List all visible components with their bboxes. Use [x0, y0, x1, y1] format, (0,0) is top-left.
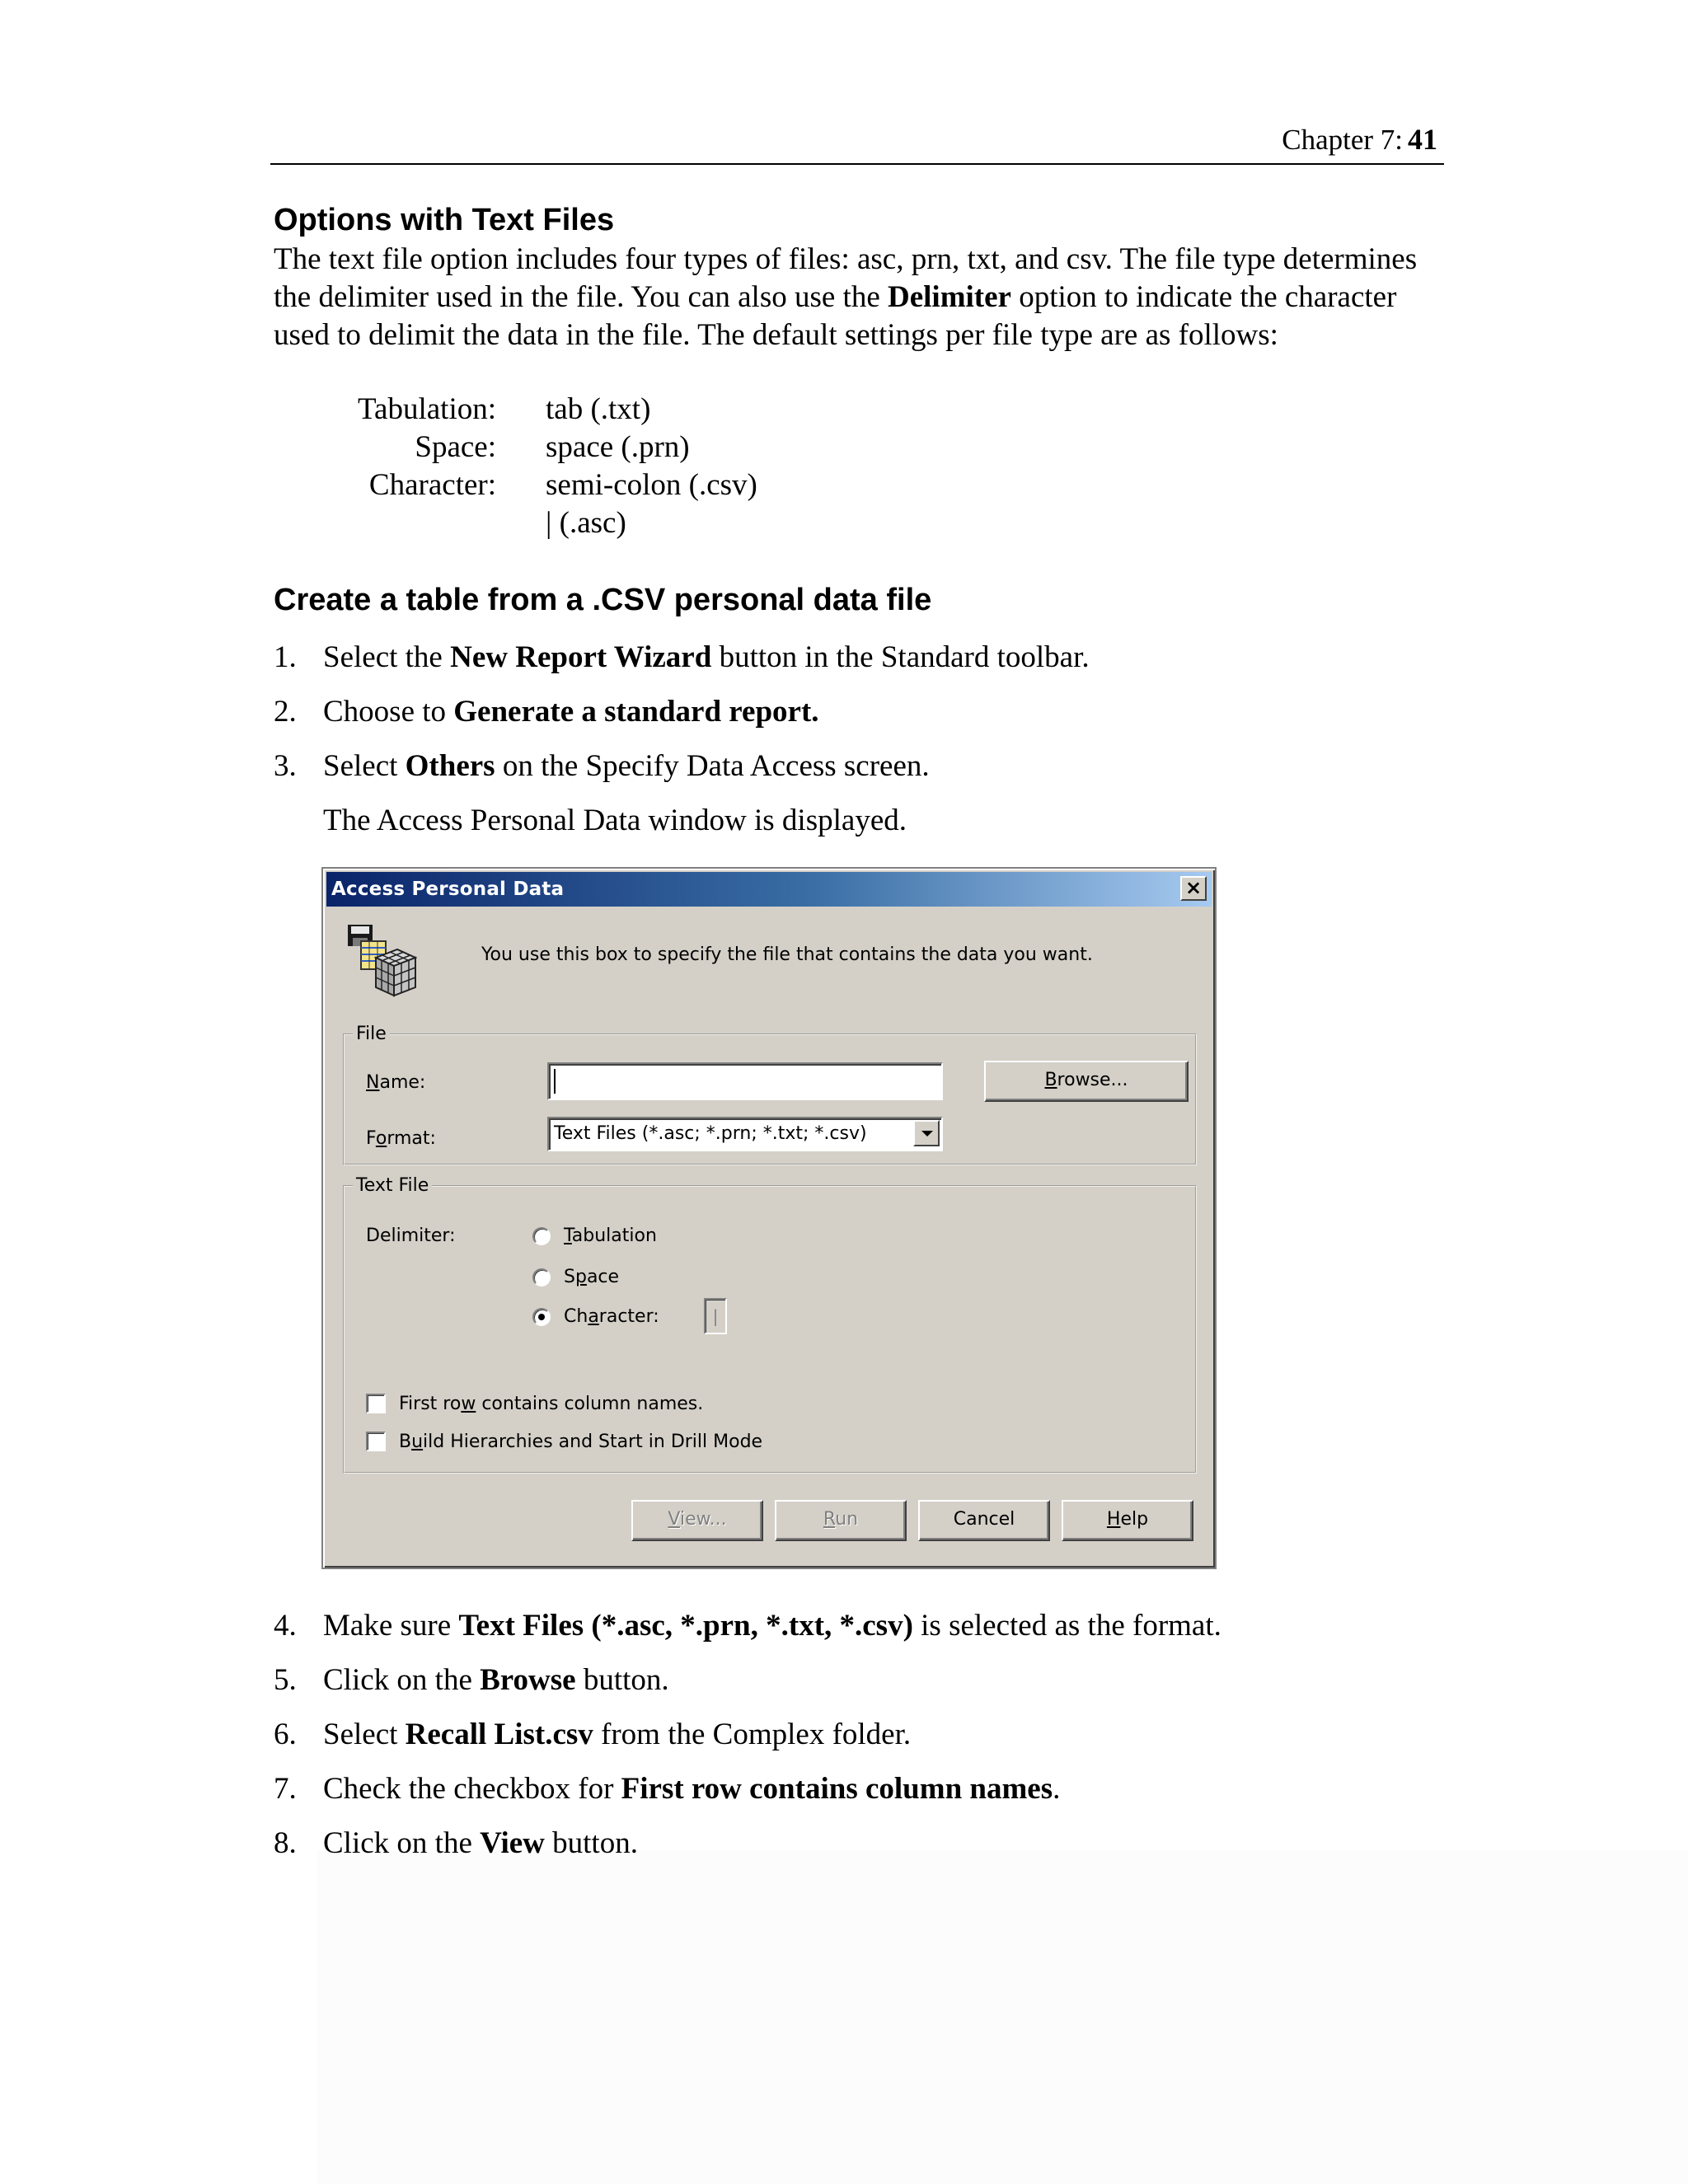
format-select-value: Text Files (*.asc; *.prn; *.txt; *.csv): [554, 1123, 867, 1144]
file-group-legend: File: [356, 1024, 387, 1044]
space-label[interactable]: [564, 1267, 619, 1287]
step-item: [274, 748, 930, 785]
radio-character[interactable]: [532, 1308, 551, 1326]
step-text: Click on the: [323, 1826, 481, 1860]
step-number: 6.: [274, 1718, 297, 1751]
step-text: Select: [323, 749, 406, 783]
format-label-text: rmat:: [387, 1128, 436, 1149]
file-group: [343, 1024, 1197, 1165]
step-text-end: .: [1053, 1772, 1061, 1806]
name-label: [366, 1072, 425, 1093]
run-label: un: [835, 1509, 859, 1530]
format-label-mnemonic: o: [375, 1128, 387, 1149]
browse-mnemonic: B: [1044, 1070, 1057, 1090]
para-bold: Delimiter: [888, 280, 1011, 314]
view-button[interactable]: [631, 1500, 763, 1541]
step-number: 1.: [274, 640, 297, 674]
defaults-value: semi-colon (.csv): [546, 468, 757, 502]
space-mnemonic: p: [574, 1267, 587, 1287]
defaults-value: space (.prn): [546, 430, 690, 464]
name-label-mnemonic: N: [366, 1072, 380, 1093]
build-hierarchies-checkbox[interactable]: [366, 1432, 386, 1451]
format-select[interactable]: [547, 1117, 943, 1151]
character-text: racter:: [598, 1306, 659, 1327]
text-caret: [554, 1069, 556, 1094]
tabulation-mnemonic: T: [564, 1226, 572, 1246]
space-pre: S: [564, 1267, 575, 1287]
page-number: 41: [1408, 123, 1437, 156]
cancel-button[interactable]: Cancel: [918, 1500, 1050, 1541]
section-heading-text-files: Options with Text Files: [274, 203, 615, 237]
step-text-end: button in the Standard toolbar.: [711, 640, 1090, 674]
step-note: The Access Personal Data window is displayed.: [323, 804, 907, 837]
step-bold: New Report Wizard: [450, 640, 712, 674]
help-label: elp: [1120, 1509, 1149, 1530]
format-label: [366, 1128, 436, 1149]
defaults-label: Character:: [368, 468, 496, 502]
step-bold: Others: [405, 749, 495, 783]
database-cube-icon: [346, 923, 417, 999]
step-item: [274, 1716, 911, 1754]
radio-space[interactable]: [532, 1268, 551, 1286]
first-row-pre: First ro: [399, 1394, 462, 1414]
step-text: Check the checkbox for: [323, 1772, 621, 1806]
first-row-checkbox[interactable]: [366, 1394, 386, 1413]
view-mnemonic: V: [668, 1509, 680, 1530]
dialog-intro-text: You use this box to specify the file that contains the data you want.: [481, 944, 1093, 965]
hierarchies-mnemonic: u: [411, 1432, 424, 1452]
step-text-end: on the Specify Data Access screen.: [495, 749, 930, 783]
step-number: 5.: [274, 1663, 297, 1697]
view-label: iew...: [679, 1509, 727, 1530]
step-text: Select the: [323, 640, 451, 674]
hierarchies-pre: B: [399, 1432, 412, 1452]
chapter-text: Chapter 7:: [1282, 124, 1403, 156]
chevron-down-icon[interactable]: [913, 1120, 940, 1146]
step-item: [274, 693, 819, 731]
character-mnemonic: a: [588, 1306, 599, 1327]
text-file-group-legend: Text File: [356, 1175, 429, 1196]
step-item: [274, 639, 1090, 677]
chapter-label: [1282, 122, 1437, 157]
defaults-label: Tabulation:: [358, 392, 496, 426]
step-number: 8.: [274, 1826, 297, 1860]
step-item: [274, 1607, 1221, 1645]
build-hierarchies-label[interactable]: [399, 1432, 762, 1452]
character-pre: Ch: [564, 1306, 588, 1327]
step-text: Make sure: [323, 1609, 459, 1643]
step-bold: Text Files (*.asc, *.prn, *.txt, *.csv): [458, 1609, 913, 1643]
help-mnemonic: H: [1106, 1509, 1121, 1530]
step-number: 7.: [274, 1772, 297, 1806]
dialog-title: Access Personal Data: [331, 879, 565, 900]
first-row-mnemonic: w: [461, 1394, 476, 1414]
access-personal-data-dialog: [321, 867, 1217, 1569]
character-input[interactable]: |: [704, 1298, 727, 1334]
para-text-end: option to indicate the character used to delimit the data in the file. The default settings per file type are as follows:: [274, 280, 1397, 352]
step-text: Select: [323, 1718, 406, 1751]
close-icon[interactable]: ×: [1180, 876, 1207, 901]
step-bold: Recall List.csv: [405, 1718, 593, 1751]
step-number: 4.: [274, 1609, 297, 1643]
step-item: [274, 1825, 638, 1863]
format-label-pre: F: [366, 1128, 376, 1149]
first-row-text: contains column names.: [476, 1394, 704, 1414]
step-text-end: is selected as the format.: [912, 1609, 1221, 1643]
text-file-group: [343, 1175, 1197, 1474]
help-button[interactable]: [1062, 1500, 1193, 1541]
run-mnemonic: R: [823, 1509, 836, 1530]
step-bold: First row contains column names: [621, 1772, 1053, 1806]
delimiter-label: Delimiter:: [366, 1226, 456, 1246]
running-header: [270, 124, 1444, 165]
dialog-titlebar: [326, 872, 1212, 907]
section-heading-csv: Create a table from a .CSV personal data file: [274, 583, 932, 617]
page-shading: [316, 1850, 1688, 2184]
defaults-value: tab (.txt): [546, 392, 651, 426]
name-input[interactable]: [547, 1062, 943, 1100]
para-text: The text file option includes four types of files: asc, prn, txt, and csv. The file type determines the delimiter used in the file. You can also use the: [274, 242, 1418, 314]
step-bold: Browse: [480, 1663, 576, 1697]
name-label-text: ame:: [379, 1072, 426, 1093]
step-bold: Generate a standard report.: [453, 695, 819, 729]
step-number: 2.: [274, 695, 297, 729]
step-text: Choose to: [323, 695, 454, 729]
intro-paragraph: [274, 241, 1428, 354]
browse-label: rowse...: [1057, 1070, 1128, 1090]
tabulation-label[interactable]: [564, 1226, 657, 1246]
run-button[interactable]: [775, 1500, 907, 1541]
defaults-label: Space:: [415, 430, 496, 464]
tabulation-text: abulation: [571, 1226, 657, 1246]
step-text: Click on the: [323, 1663, 481, 1697]
hierarchies-text: ild Hierarchies and Start in Drill Mode: [423, 1432, 763, 1452]
step-item: [274, 1661, 669, 1699]
radio-tabulation[interactable]: [532, 1227, 551, 1245]
browse-button[interactable]: [984, 1061, 1189, 1102]
step-text-end: button.: [575, 1663, 669, 1697]
step-number: 3.: [274, 749, 297, 783]
defaults-value: | (.asc): [546, 506, 626, 540]
step-text-end: from the Complex folder.: [593, 1718, 912, 1751]
character-label[interactable]: [564, 1306, 659, 1327]
step-item: [274, 1770, 1060, 1808]
step-text-end: button.: [544, 1826, 638, 1860]
step-bold: View: [480, 1826, 545, 1860]
space-text: ace: [586, 1267, 620, 1287]
first-row-label[interactable]: [399, 1394, 703, 1414]
